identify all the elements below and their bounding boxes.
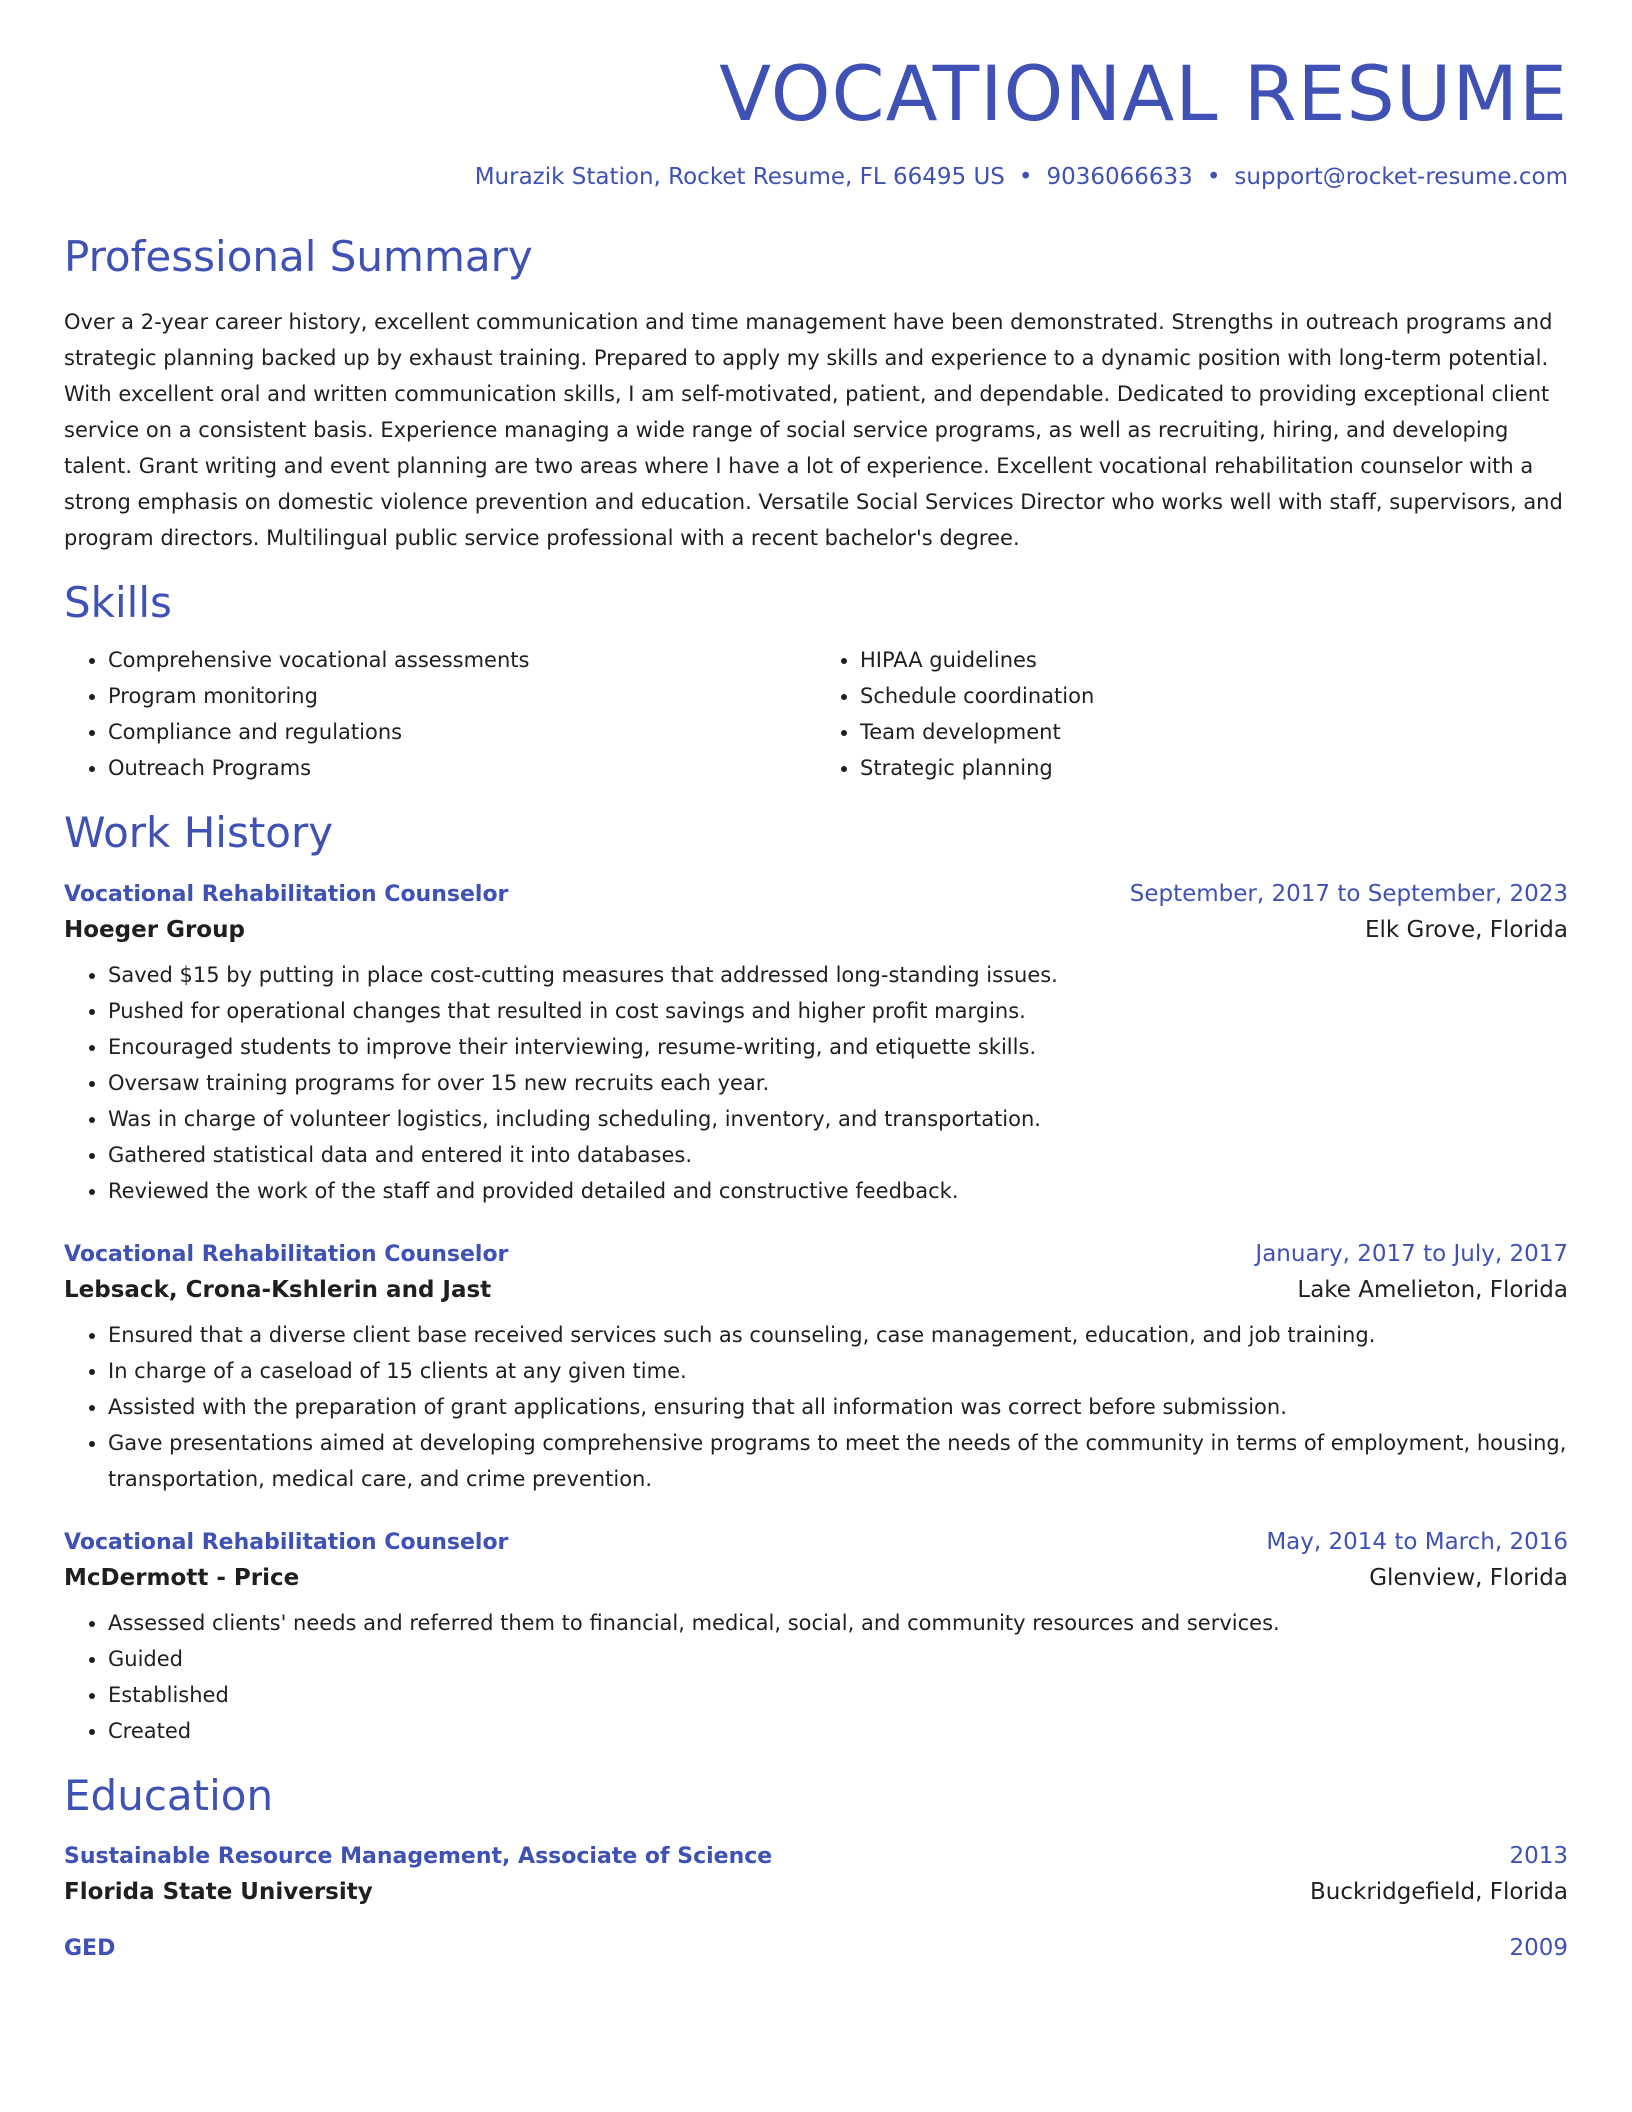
contact-line xyxy=(64,164,1568,190)
job-location: Elk Grove, Florida xyxy=(1364,916,1568,943)
skill-item: • Schedule coordination xyxy=(860,678,1568,714)
skills-list-left xyxy=(64,642,816,786)
education-section xyxy=(64,1771,1568,1961)
job-subheader xyxy=(64,917,1568,943)
job-bullet: • Guided xyxy=(108,1641,1568,1677)
job-bullet: • Oversaw training programs for over 15 new recruits each year. xyxy=(108,1065,1568,1101)
job-company: McDermott - Price xyxy=(64,1564,300,1591)
education-degree: Sustainable Resource Management, Associate of Science xyxy=(64,1844,773,1870)
job-subheader xyxy=(64,1565,1568,1591)
job-bullet: • Created xyxy=(108,1713,1568,1749)
job-title: Vocational Rehabilitation Counselor xyxy=(64,1529,509,1555)
job-bullet: • Encouraged students to improve their interviewing, resume-writing, and etiquette skills. xyxy=(108,1029,1568,1065)
contact-email[interactable]: support@rocket-resume.com xyxy=(1234,163,1568,190)
education-subheader xyxy=(64,1879,1568,1905)
contact-address: Murazik Station, Rocket Resume, FL 66495 US xyxy=(474,163,1005,190)
education-entry xyxy=(64,1843,1568,1905)
job-bullets xyxy=(64,1605,1568,1749)
job-subheader xyxy=(64,1277,1568,1303)
education-year: 2009 xyxy=(1509,1935,1568,1962)
contact-separator: • xyxy=(1018,163,1033,190)
contact-separator: • xyxy=(1206,163,1221,190)
education-school: Florida State University xyxy=(64,1879,373,1906)
skill-item: • HIPAA guidelines xyxy=(860,642,1568,678)
skill-item: • Comprehensive vocational assessments xyxy=(108,642,816,678)
job-entry xyxy=(64,1241,1568,1497)
education-header xyxy=(64,1935,1568,1961)
job-title: Vocational Rehabilitation Counselor xyxy=(64,1241,509,1267)
job-bullet: • In charge of a caseload of 15 clients at any given time. xyxy=(108,1353,1568,1389)
job-bullets xyxy=(64,1317,1568,1497)
job-bullet: • Ensured that a diverse client base received services such as counseling, case management, education, and job training. xyxy=(108,1317,1568,1353)
education-degree: GED xyxy=(64,1936,116,1962)
job-bullet: • Pushed for operational changes that resulted in cost savings and higher profit margins. xyxy=(108,993,1568,1029)
job-entry xyxy=(64,881,1568,1209)
job-dates: September, 2017 to September, 2023 xyxy=(1129,880,1568,907)
job-bullet: • Was in charge of volunteer logistics, including scheduling, inventory, and transportation. xyxy=(108,1101,1568,1137)
skill-item: • Program monitoring xyxy=(108,678,816,714)
education-entry xyxy=(64,1935,1568,1961)
job-dates: January, 2017 to July, 2017 xyxy=(1255,1240,1568,1267)
skill-item: • Strategic planning xyxy=(860,750,1568,786)
job-bullet: • Gathered statistical data and entered it into databases. xyxy=(108,1137,1568,1173)
job-bullet: • Saved $15 by putting in place cost-cutting measures that addressed long-standing issues. xyxy=(108,957,1568,993)
skill-item: • Compliance and regulations xyxy=(108,714,816,750)
job-title: Vocational Rehabilitation Counselor xyxy=(64,881,509,907)
job-header xyxy=(64,881,1568,907)
job-bullet: • Assessed clients' needs and referred them to financial, medical, social, and community resources and services. xyxy=(108,1605,1568,1641)
job-company: Lebsack, Crona-Kshlerin and Jast xyxy=(64,1276,492,1303)
job-header xyxy=(64,1529,1568,1555)
contact-phone[interactable]: 9036066633 xyxy=(1046,163,1193,190)
job-entry xyxy=(64,1529,1568,1749)
work-section xyxy=(64,808,1568,1748)
skills-list-right xyxy=(816,642,1568,786)
education-heading: Education xyxy=(64,1770,274,1820)
skills-heading: Skills xyxy=(64,577,172,627)
skill-item: • Team development xyxy=(860,714,1568,750)
skills-grid xyxy=(64,642,1568,786)
job-bullet: • Assisted with the preparation of grant applications, ensuring that all information was correct before submission. xyxy=(108,1389,1568,1425)
job-location: Glenview, Florida xyxy=(1369,1564,1568,1591)
education-location: Buckridgefield, Florida xyxy=(1310,1879,1568,1906)
job-bullets xyxy=(64,957,1568,1209)
education-header xyxy=(64,1843,1568,1869)
education-year: 2013 xyxy=(1509,1843,1568,1870)
summary-heading: Professional Summary xyxy=(64,231,533,281)
job-bullet: • Gave presentations aimed at developing comprehensive programs to meet the needs of the community in terms of employment, housing, transportation, medical care, and crime prevention. xyxy=(108,1425,1568,1497)
job-header xyxy=(64,1241,1568,1267)
summary-section xyxy=(64,232,1568,556)
job-bullet: • Established xyxy=(108,1677,1568,1713)
skills-section xyxy=(64,578,1568,786)
skill-item: • Outreach Programs xyxy=(108,750,816,786)
job-bullet: • Reviewed the work of the staff and provided detailed and constructive feedback. xyxy=(108,1173,1568,1209)
work-heading: Work History xyxy=(64,808,334,858)
job-dates: May, 2014 to March, 2016 xyxy=(1266,1528,1568,1555)
job-company: Hoeger Group xyxy=(64,916,245,943)
job-location: Lake Amelieton, Florida xyxy=(1297,1276,1568,1303)
resume-title: VOCATIONAL RESUME xyxy=(719,49,1568,138)
summary-text: Over a 2-year career history, excellent communication and time management have been demonstrated. Strengths in outreach programs and strategic planning backed up by exhaust training. Prepared to apply my skills and experience to a dynamic position with long-term potential. With excellent oral and written communication skills, I am self-motivated, patient, and dependable. Dedicated to providing exceptional client service on a consistent basis. Experience managing a wide range of social service programs, as well as recruiting, hiring, and developing talent. Grant writing and event planning are two areas where I have a lot of experience. Excellent vocational rehabilitation counselor with a strong emphasis on domestic violence prevention and education. Versatile Social Services Director who works well with staff, supervisors, and program directors. Multilingual public service professional with a recent bachelor's degree. xyxy=(64,309,1563,550)
